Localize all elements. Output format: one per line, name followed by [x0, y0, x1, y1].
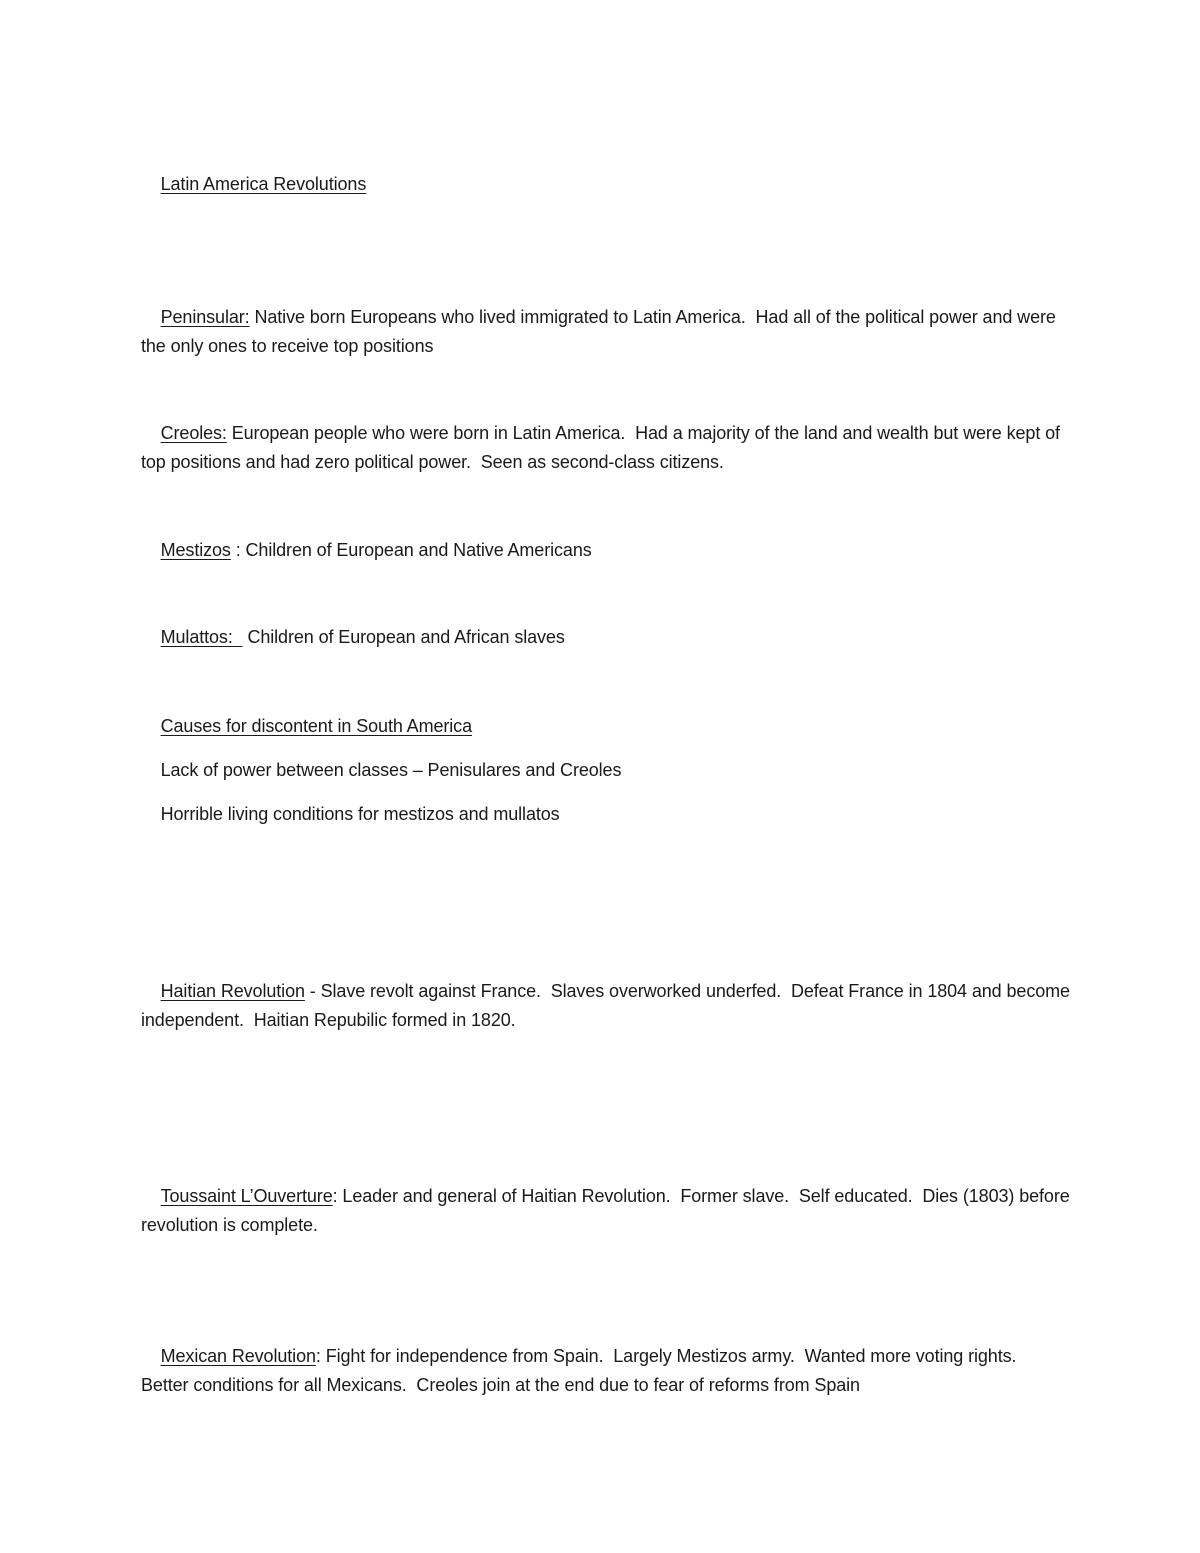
entry-text: : Children of European and Native Americans — [230, 540, 592, 560]
entry-mulattos — [141, 594, 1071, 681]
causes-item-text: Lack of power between classes – Penisulares and Creoles — [160, 760, 622, 780]
entry-term: Peninsular: — [160, 307, 250, 327]
entry-term: Haitian Revolution — [160, 981, 305, 1001]
entry-term: Mestizos — [160, 540, 231, 560]
entry-mexican-revolution — [141, 1313, 1071, 1429]
title-text: Latin America Revolutions — [160, 174, 367, 194]
entry-toussaint — [141, 1153, 1075, 1269]
entry-term: Mexican Revolution — [160, 1346, 316, 1366]
entry-creoles — [141, 390, 1071, 506]
entry-mestizos — [141, 507, 1071, 594]
entry-text: : Leader and general of Haitian Revolution. Former slave. Self educated. Dies (1803) before revolution is complete. — [141, 1186, 1075, 1235]
entry-text: Native born Europeans who lived immigrated to Latin America. Had all of the political power and were the only ones to receive top positions — [141, 307, 1061, 356]
causes-heading-text: Causes for discontent in South America — [160, 716, 472, 736]
entry-text: - Slave revolt against France. Slaves overworked underfed. Defeat France in 1804 and become independent. Haitian Repubilic formed in 1820. — [141, 981, 1075, 1030]
entry-text: Children of European and African slaves — [242, 627, 565, 647]
causes-item — [141, 771, 1071, 858]
entry-peninsular — [141, 274, 1071, 390]
entry-text: : Fight for independence from Spain. Largely Mestizos army. Wanted more voting rights. Better conditions for all Mexicans. Creoles join at the end due to fear of reforms from Spain — [141, 1346, 1027, 1395]
causes-item-text: Horrible living conditions for mestizos and mullatos — [160, 804, 560, 824]
entry-term: Toussaint L’Ouverture — [160, 1186, 333, 1206]
entry-term: Creoles: — [160, 423, 227, 443]
page-title — [141, 141, 1071, 228]
entry-haitian-revolution — [141, 948, 1075, 1064]
entry-term: Mulattos: — [160, 627, 243, 647]
entry-text: European people who were born in Latin America. Had a majority of the land and wealth but were kept of top positions and had zero political power. Seen as second-class citizens. — [141, 423, 1070, 472]
